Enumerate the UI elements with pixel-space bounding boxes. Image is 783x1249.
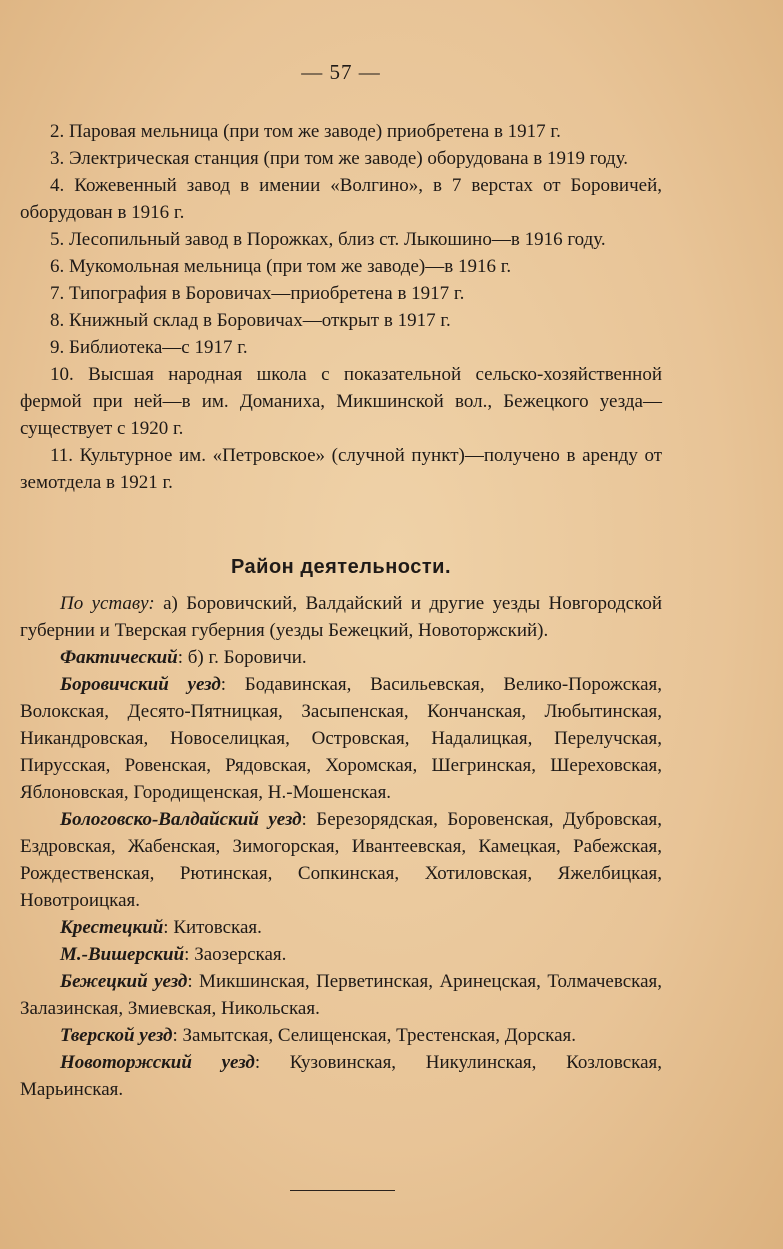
district-label: Новоторжский уезд [60,1052,255,1073]
district-paragraph [20,806,662,914]
district-text: : Бодавинская, Васильевская, Велико-Порожская, Волокская, Десято-Пятницкая, Засыпенская, Кончанская, Любытинская, Никандровская, Новоселицкая, Островская, Надалицкая, Перелучская, Пирусская, Ровенская, Рядовская, Хоромская, Шегринская, Шереховская, Яблоновская, Городищенская, Н.-Мошенская. [20,674,662,803]
district-label: По уставу: [60,593,155,614]
district-text: : б) г. Боровичи. [177,647,307,668]
district-text: а) Боровичский, Валдайский и другие уезды Новгородской губернии и Тверская губерния (уезды Бежецкий, Новоторжский). [20,593,662,641]
district-text: : Китовская. [163,917,262,938]
closing-rule [290,1190,395,1191]
district-text: : Замытская, Селищенская, Трестенская, Дорская. [172,1025,577,1046]
list-item: 9. Библиотека—с 1917 г. [50,337,248,358]
district-paragraph [20,914,662,941]
district-paragraph [20,1022,662,1049]
district-paragraph [20,590,662,644]
district-paragraph [20,1049,662,1103]
district-text: : Кузовинская, Никулинская, Козловская, Марьинская. [20,1052,662,1100]
district-paragraph [20,644,662,671]
section-heading: Район деятельности. [230,556,452,578]
district-list [20,590,662,1103]
district-text: : Заозерская. [184,944,287,965]
district-label: Боровичский уезд [60,674,221,695]
list-item: 8. Книжный склад в Боровичах—открыт в 1917 г. [50,310,451,331]
district-label: Бежецкий уезд [60,971,188,992]
list-item: 2. Паровая мельница (при том же заводе) приобретена в 1917 г. [50,121,561,142]
list-item: 5. Лесопильный завод в Порожках, близ ст. Лыкошино—в 1916 году. [50,229,606,250]
list-item: 10. Высшая народная школа с показательной сельско-хозяйственной фермой при ней—в им. Доманиха, Микшинской вол., Бежецкого уезда—существует с 1920 г. [20,364,662,439]
district-paragraph [20,671,662,806]
enterprise-list [20,118,662,496]
district-label: Крестецкий [60,917,164,938]
list-item: 4. Кожевенный завод в имении «Волгино», в 7 верстах от Боровичей, оборудован в 1916 г. [20,175,662,223]
district-label: Бологовско-Валдайский уезд [60,809,302,830]
district-label: Тверской уезд [60,1025,173,1046]
list-item: 3. Электрическая станция (при том же заводе) оборудована в 1919 году. [50,148,629,169]
list-item: 7. Типография в Боровичах—приобретена в 1917 г. [50,283,465,304]
district-label: Фактический [60,647,178,668]
district-label: М.-Вишерский [60,944,185,965]
district-paragraph [20,941,662,968]
page-number: — 57 — [301,60,381,84]
list-item: 11. Культурное им. «Петровское» (случной пункт)—получено в аренду от земотдела в 1921 г. [20,445,662,493]
list-item: 6. Мукомольная мельница (при том же заводе)—в 1916 г. [50,256,512,277]
district-paragraph [20,968,662,1022]
district-text: : Микшинская, Перветинская, Аринецская, Толмачевская, Залазинская, Змиевская, Никольская. [20,971,662,1019]
district-text: : Березорядская, Боровенская, Дубровская, Ездровская, Жабенская, Зимогорская, Ивантеевская, Камецкая, Рабежская, Рождественская, Рютинская, Сопкинская, Хотиловская, Яжелбицкая, Новотроицкая. [20,809,662,911]
